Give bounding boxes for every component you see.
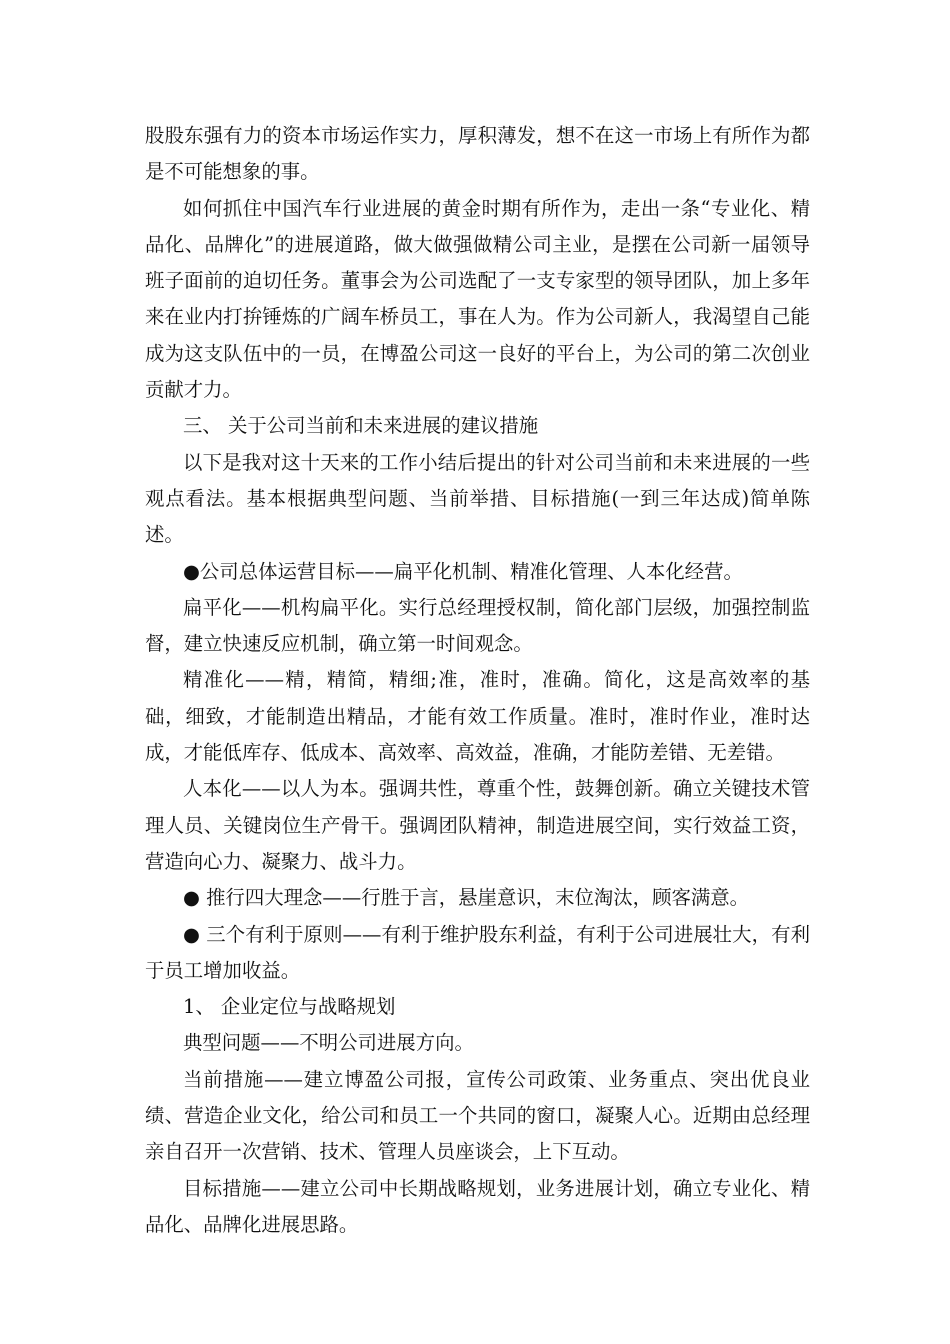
paragraph: 以下是我对这十天来的工作小结后提出的针对公司当前和未来进展的一些观点看法。基本根据典型问题、当前举措、目标措施(一到三年达成)简单陈述。 <box>145 450 810 547</box>
bullet-paragraph: ● 推行四大理念——行胜于言，悬崖意识，末位淘汰，顾客满意。 <box>183 886 750 910</box>
bullet-paragraph: ●公司总体运营目标——扁平化机制、精准化管理、人本化经营。 <box>183 559 743 583</box>
subsection-heading: 1、 企业定位与战略规划 <box>183 995 396 1019</box>
paragraph: 当前措施——建立博盈公司报，宣传公司政策、业务重点、突出优良业绩、营造企业文化，给公司和员工一个共同的窗口，凝聚人心。近期由总经理亲自召开一次营销、技术、管理人员座谈会，上下互动。 <box>145 1067 810 1164</box>
section-heading: 三、 关于公司当前和未来进展的建议措施 <box>183 414 539 438</box>
paragraph: 如何抓住中国汽车行业进展的黄金时期有所作为，走出一条“专业化、精品化、品牌化”的进展道路，做大做强做精公司主业，是摆在公司新一届领导班子面前的迫切任务。董事会为公司选配了一支专家型的领导团队，加上多年来在业内打拚锤炼的广阔车桥员工，事在人为。作为公司新人，我渴望自己能成为这支队伍中的一员，在博盈公司这一良好的平台上，为公司的第二次创业贡献才力。 <box>145 196 810 402</box>
paragraph: 人本化——以人为本。强调共性，尊重个性，鼓舞创新。确立关键技术管理人员、关键岗位生产骨干。强调团队精神，制造进展空间，实行效益工资，营造向心力、凝聚力、战斗力。 <box>145 777 810 873</box>
paragraph: 目标措施——建立公司中长期战略规划，业务进展计划，确立专业化、精品化、品牌化进展思路。 <box>145 1176 810 1236</box>
paragraph: 精准化——精，精简，精细;准，准时，准确。简化，这是高效率的基础，细致，才能制造出精品，才能有效工作质量。准时，准时作业，准时达成，才能低库存、低成本、高效率、高效益，准确，才能防差错、无差错。 <box>145 668 810 765</box>
bullet-paragraph: ● 三个有利于原则——有利于维护股东利益，有利于公司进展壮大，有利于员工增加收益。 <box>145 922 810 982</box>
paragraph: 股股东强有力的资本市场运作实力，厚积薄发，想不在这一市场上有所作为都是不可能想象的事。 <box>145 124 810 184</box>
paragraph: 扁平化——机构扁平化。实行总经理授权制，简化部门层级，加强控制监督，建立快速反应机制，确立第一时间观念。 <box>145 595 810 656</box>
paragraph: 典型问题——不明公司进展方向。 <box>183 1031 474 1055</box>
document-body <box>145 118 810 1243</box>
